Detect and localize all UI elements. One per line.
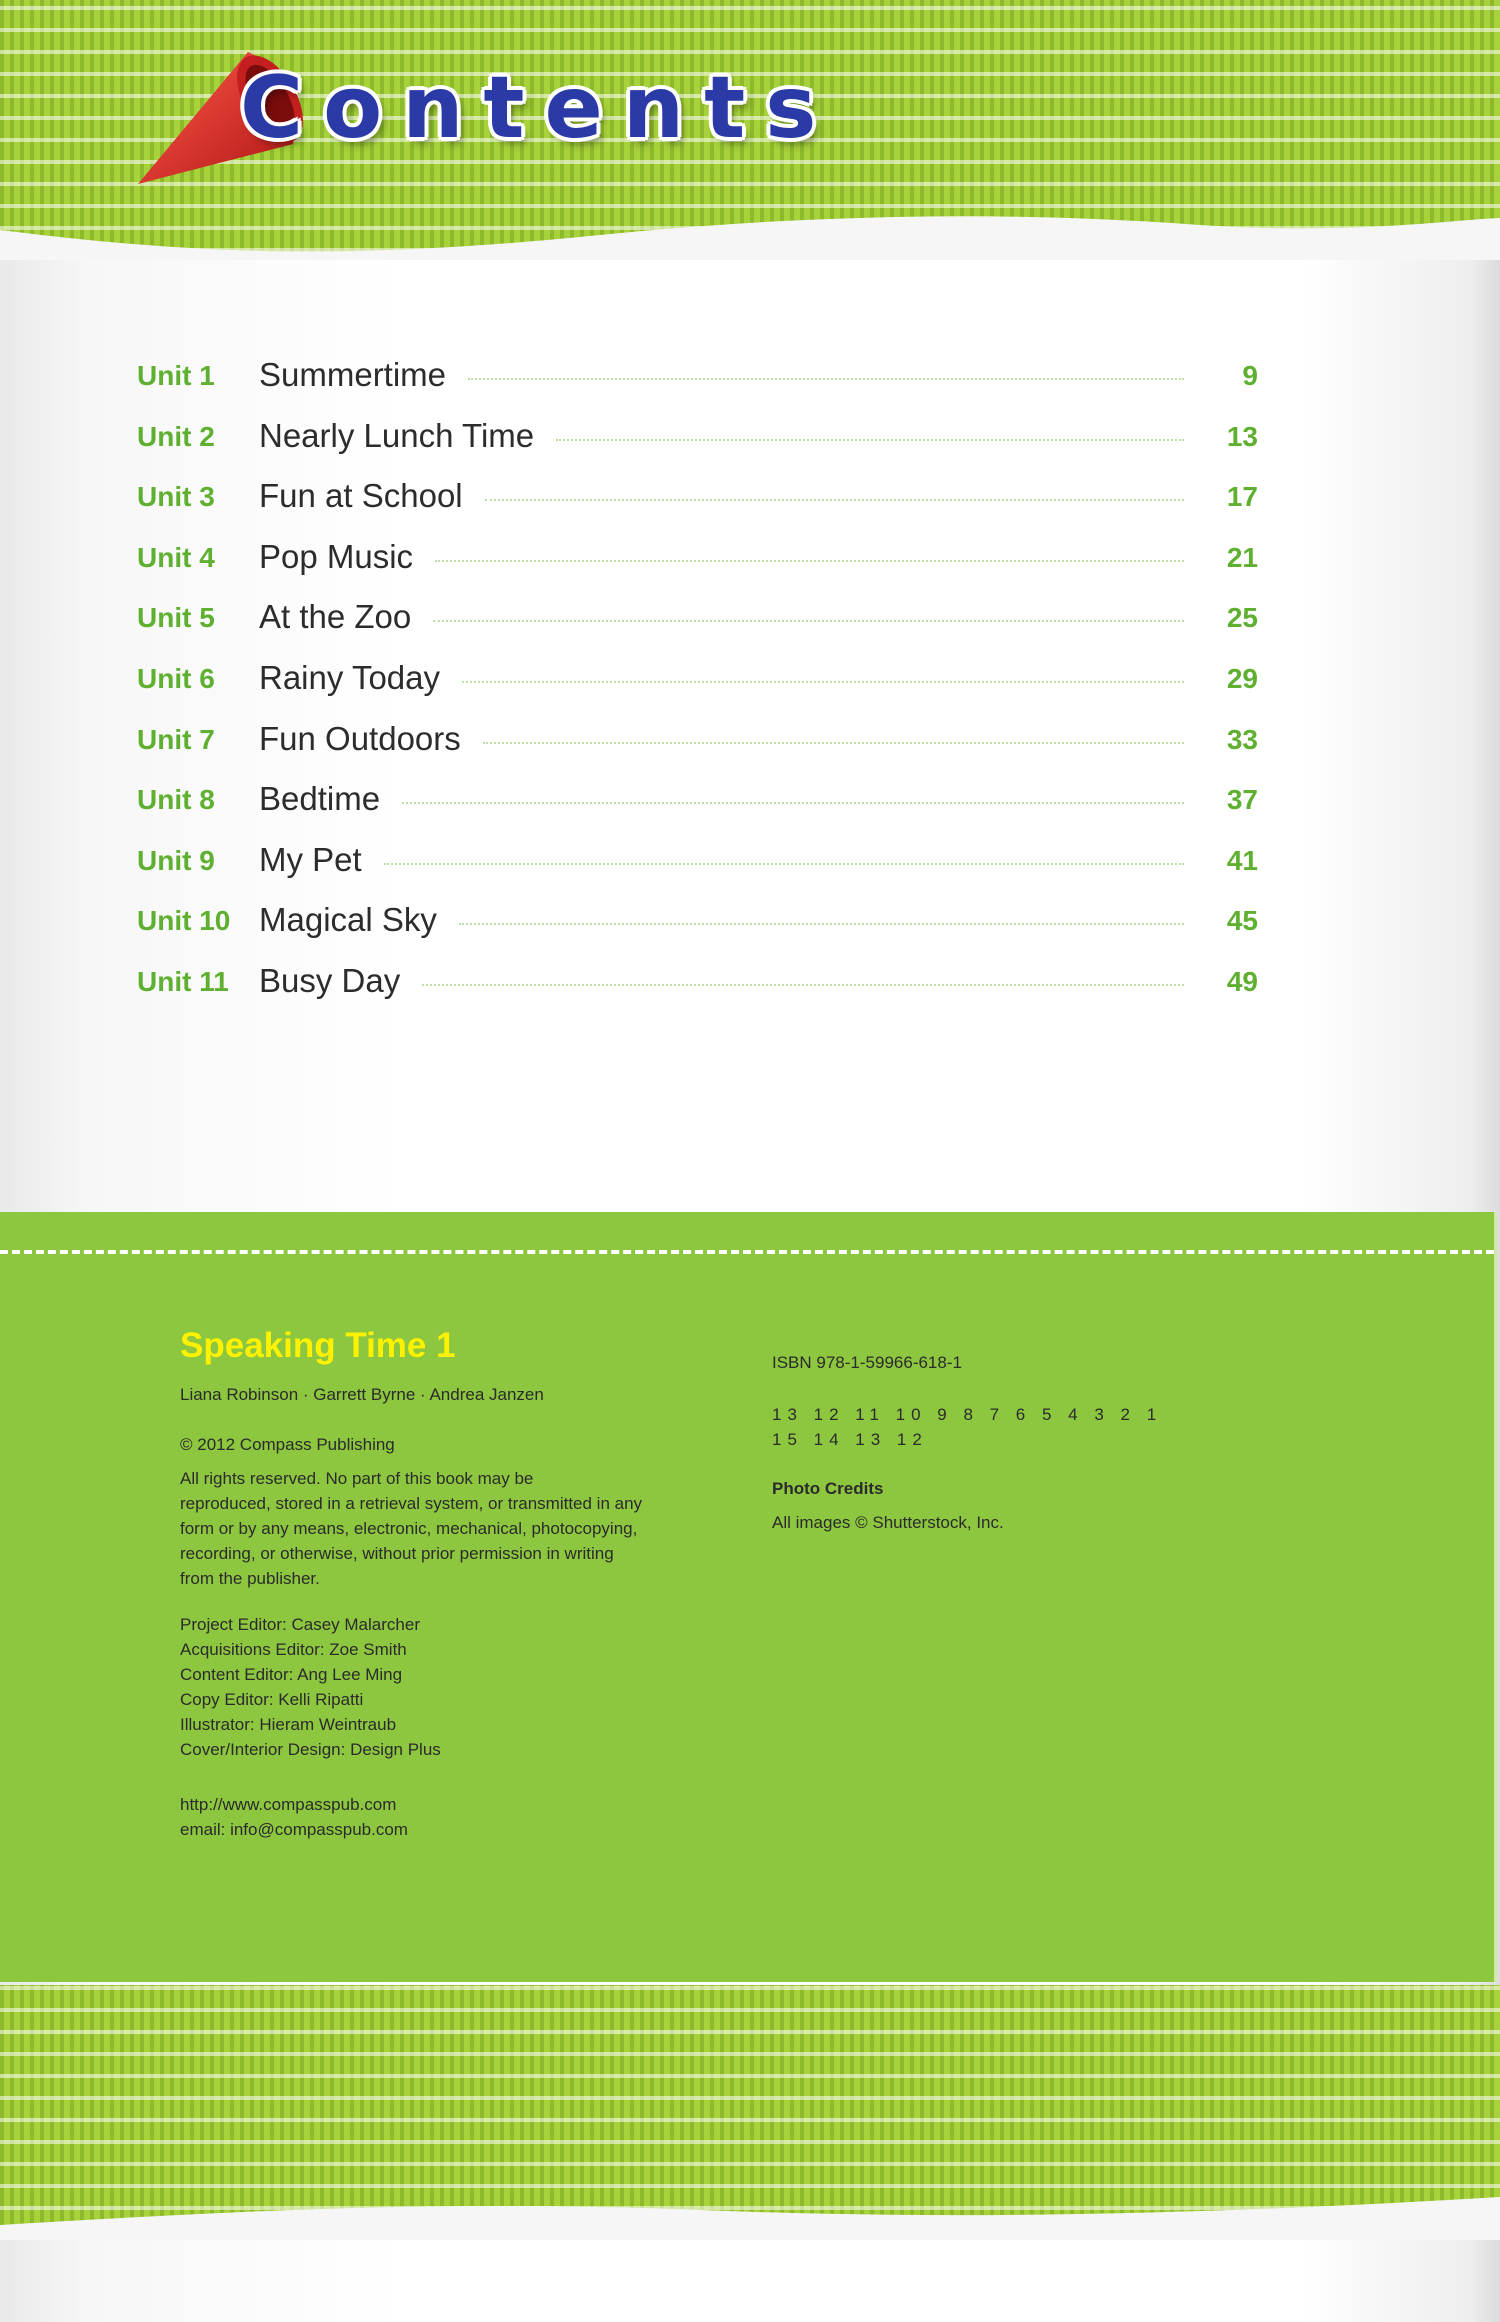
copyright: © 2012 Compass Publishing xyxy=(180,1435,395,1454)
top-green-band xyxy=(0,0,1500,260)
toc-row[interactable] xyxy=(0,776,1500,826)
toc-leader-line xyxy=(384,863,1184,865)
toc-unit-label: Unit 3 xyxy=(137,481,215,513)
credit-line: Content Editor: Ang Lee Ming xyxy=(180,1665,403,1684)
toc-unit-label: Unit 2 xyxy=(137,420,215,452)
dashed-divider xyxy=(0,1250,1494,1254)
toc-leader-line xyxy=(485,499,1184,501)
toc-row[interactable] xyxy=(0,655,1500,705)
toc-row[interactable] xyxy=(0,413,1500,463)
page-title: Contents xyxy=(240,58,837,158)
photo-credits-text: All images © Shutterstock, Inc. xyxy=(772,1513,1004,1532)
toc-unit-title: Nearly Lunch Time xyxy=(259,416,535,454)
website-link[interactable]: http://www.compasspub.com xyxy=(180,1795,397,1814)
isbn: ISBN 978-1-59966-618-1 xyxy=(772,1353,962,1372)
toc-leader-line xyxy=(462,681,1184,683)
toc-page-number: 33 xyxy=(1226,723,1258,755)
toc-unit-title: Summertime xyxy=(259,356,447,393)
toc-unit-title: At the Zoo xyxy=(259,598,412,636)
toc-leader-line xyxy=(459,923,1184,925)
contact-links xyxy=(180,1792,408,1842)
toc-leader-line xyxy=(435,560,1184,562)
toc-unit-label: Unit 4 xyxy=(137,541,215,573)
toc-leader-line xyxy=(468,378,1184,380)
toc-unit-label: Unit 11 xyxy=(137,966,229,997)
toc-row[interactable] xyxy=(0,716,1500,766)
toc-row[interactable] xyxy=(0,837,1500,887)
toc-unit-title: My Pet xyxy=(259,840,362,878)
toc-row[interactable] xyxy=(0,958,1500,1008)
rights-line: reproduced, stored in a retrieval system, or transmitted in any xyxy=(180,1494,643,1513)
toc-unit-title: Rainy Today xyxy=(259,659,441,696)
toc-unit-label: Unit 9 xyxy=(137,844,215,876)
rights-line: All rights reserved. No part of this book may be xyxy=(180,1469,534,1488)
credit-line: Illustrator: Hieram Weintraub xyxy=(180,1715,397,1734)
toc-unit-title: Magical Sky xyxy=(259,901,437,939)
toc-unit-title: Pop Music xyxy=(259,537,414,575)
toc-page-number: 25 xyxy=(1226,602,1258,634)
print-line-2: 15 14 13 12 xyxy=(772,1430,928,1449)
toc-page-number: 37 xyxy=(1226,784,1258,816)
toc-page-number: 9 xyxy=(1242,360,1258,391)
book-title: Speaking Time 1 xyxy=(180,1326,456,1365)
toc-leader-line xyxy=(422,984,1184,986)
authors: Liana Robinson · Garrett Byrne · Andrea Janzen xyxy=(180,1385,544,1404)
bottom-page-strip xyxy=(0,2240,1500,2322)
toc-row[interactable] xyxy=(0,473,1500,523)
toc-row[interactable] xyxy=(0,594,1500,644)
rights-line: form or by any means, electronic, mechanical, photocopying, xyxy=(180,1519,638,1538)
print-line-1: 13 12 11 10 9 8 7 6 5 4 3 2 1 xyxy=(772,1405,1163,1424)
credit-line: Copy Editor: Kelli Ripatti xyxy=(180,1690,364,1709)
toc-unit-title: Fun Outdoors xyxy=(259,719,461,757)
toc-unit-label: Unit 5 xyxy=(137,602,215,634)
toc-unit-label: Unit 7 xyxy=(137,723,215,755)
toc-leader-line xyxy=(483,742,1184,744)
print-line xyxy=(772,1402,1162,1452)
email-link[interactable]: email: info@compasspub.com xyxy=(180,1820,408,1839)
rights-line: recording, or otherwise, without prior permission in writing xyxy=(180,1544,614,1563)
photo-credits-title: Photo Credits xyxy=(772,1479,884,1498)
toc-row[interactable] xyxy=(0,352,1500,402)
publication-info-panel xyxy=(0,1212,1497,1982)
toc-row[interactable] xyxy=(0,534,1500,584)
rights-statement xyxy=(180,1466,740,1591)
rights-line: from the publisher. xyxy=(180,1569,320,1588)
toc-page-number: 41 xyxy=(1226,844,1258,876)
bottom-green-band xyxy=(0,1985,1500,2240)
toc-unit-label: Unit 8 xyxy=(137,784,215,816)
bottom-band-wave xyxy=(0,2185,1500,2240)
toc-unit-title: Busy Day xyxy=(259,962,401,999)
toc-page-number: 17 xyxy=(1226,481,1258,513)
toc-unit-label: Unit 6 xyxy=(137,663,215,694)
toc-unit-label: Unit 1 xyxy=(137,360,215,391)
toc-unit-title: Bedtime xyxy=(259,780,381,818)
toc-row[interactable] xyxy=(0,897,1500,947)
toc-page-number: 49 xyxy=(1226,966,1258,997)
toc-unit-title: Fun at School xyxy=(259,477,463,515)
toc-leader-line xyxy=(402,802,1184,804)
toc-leader-line xyxy=(433,620,1184,622)
toc-unit-label: Unit 10 xyxy=(137,905,231,937)
credit-line: Cover/Interior Design: Design Plus xyxy=(180,1740,441,1759)
toc-page-number: 29 xyxy=(1226,663,1258,694)
toc-page-number: 21 xyxy=(1226,541,1258,573)
credit-line: Acquisitions Editor: Zoe Smith xyxy=(180,1640,407,1659)
toc-leader-line xyxy=(556,439,1184,441)
toc-page-number: 45 xyxy=(1226,905,1258,937)
top-band-wave xyxy=(0,200,1500,260)
credit-line: Project Editor: Casey Malarcher xyxy=(180,1615,420,1634)
toc-page-number: 13 xyxy=(1226,420,1258,452)
editorial-credits xyxy=(180,1612,441,1762)
